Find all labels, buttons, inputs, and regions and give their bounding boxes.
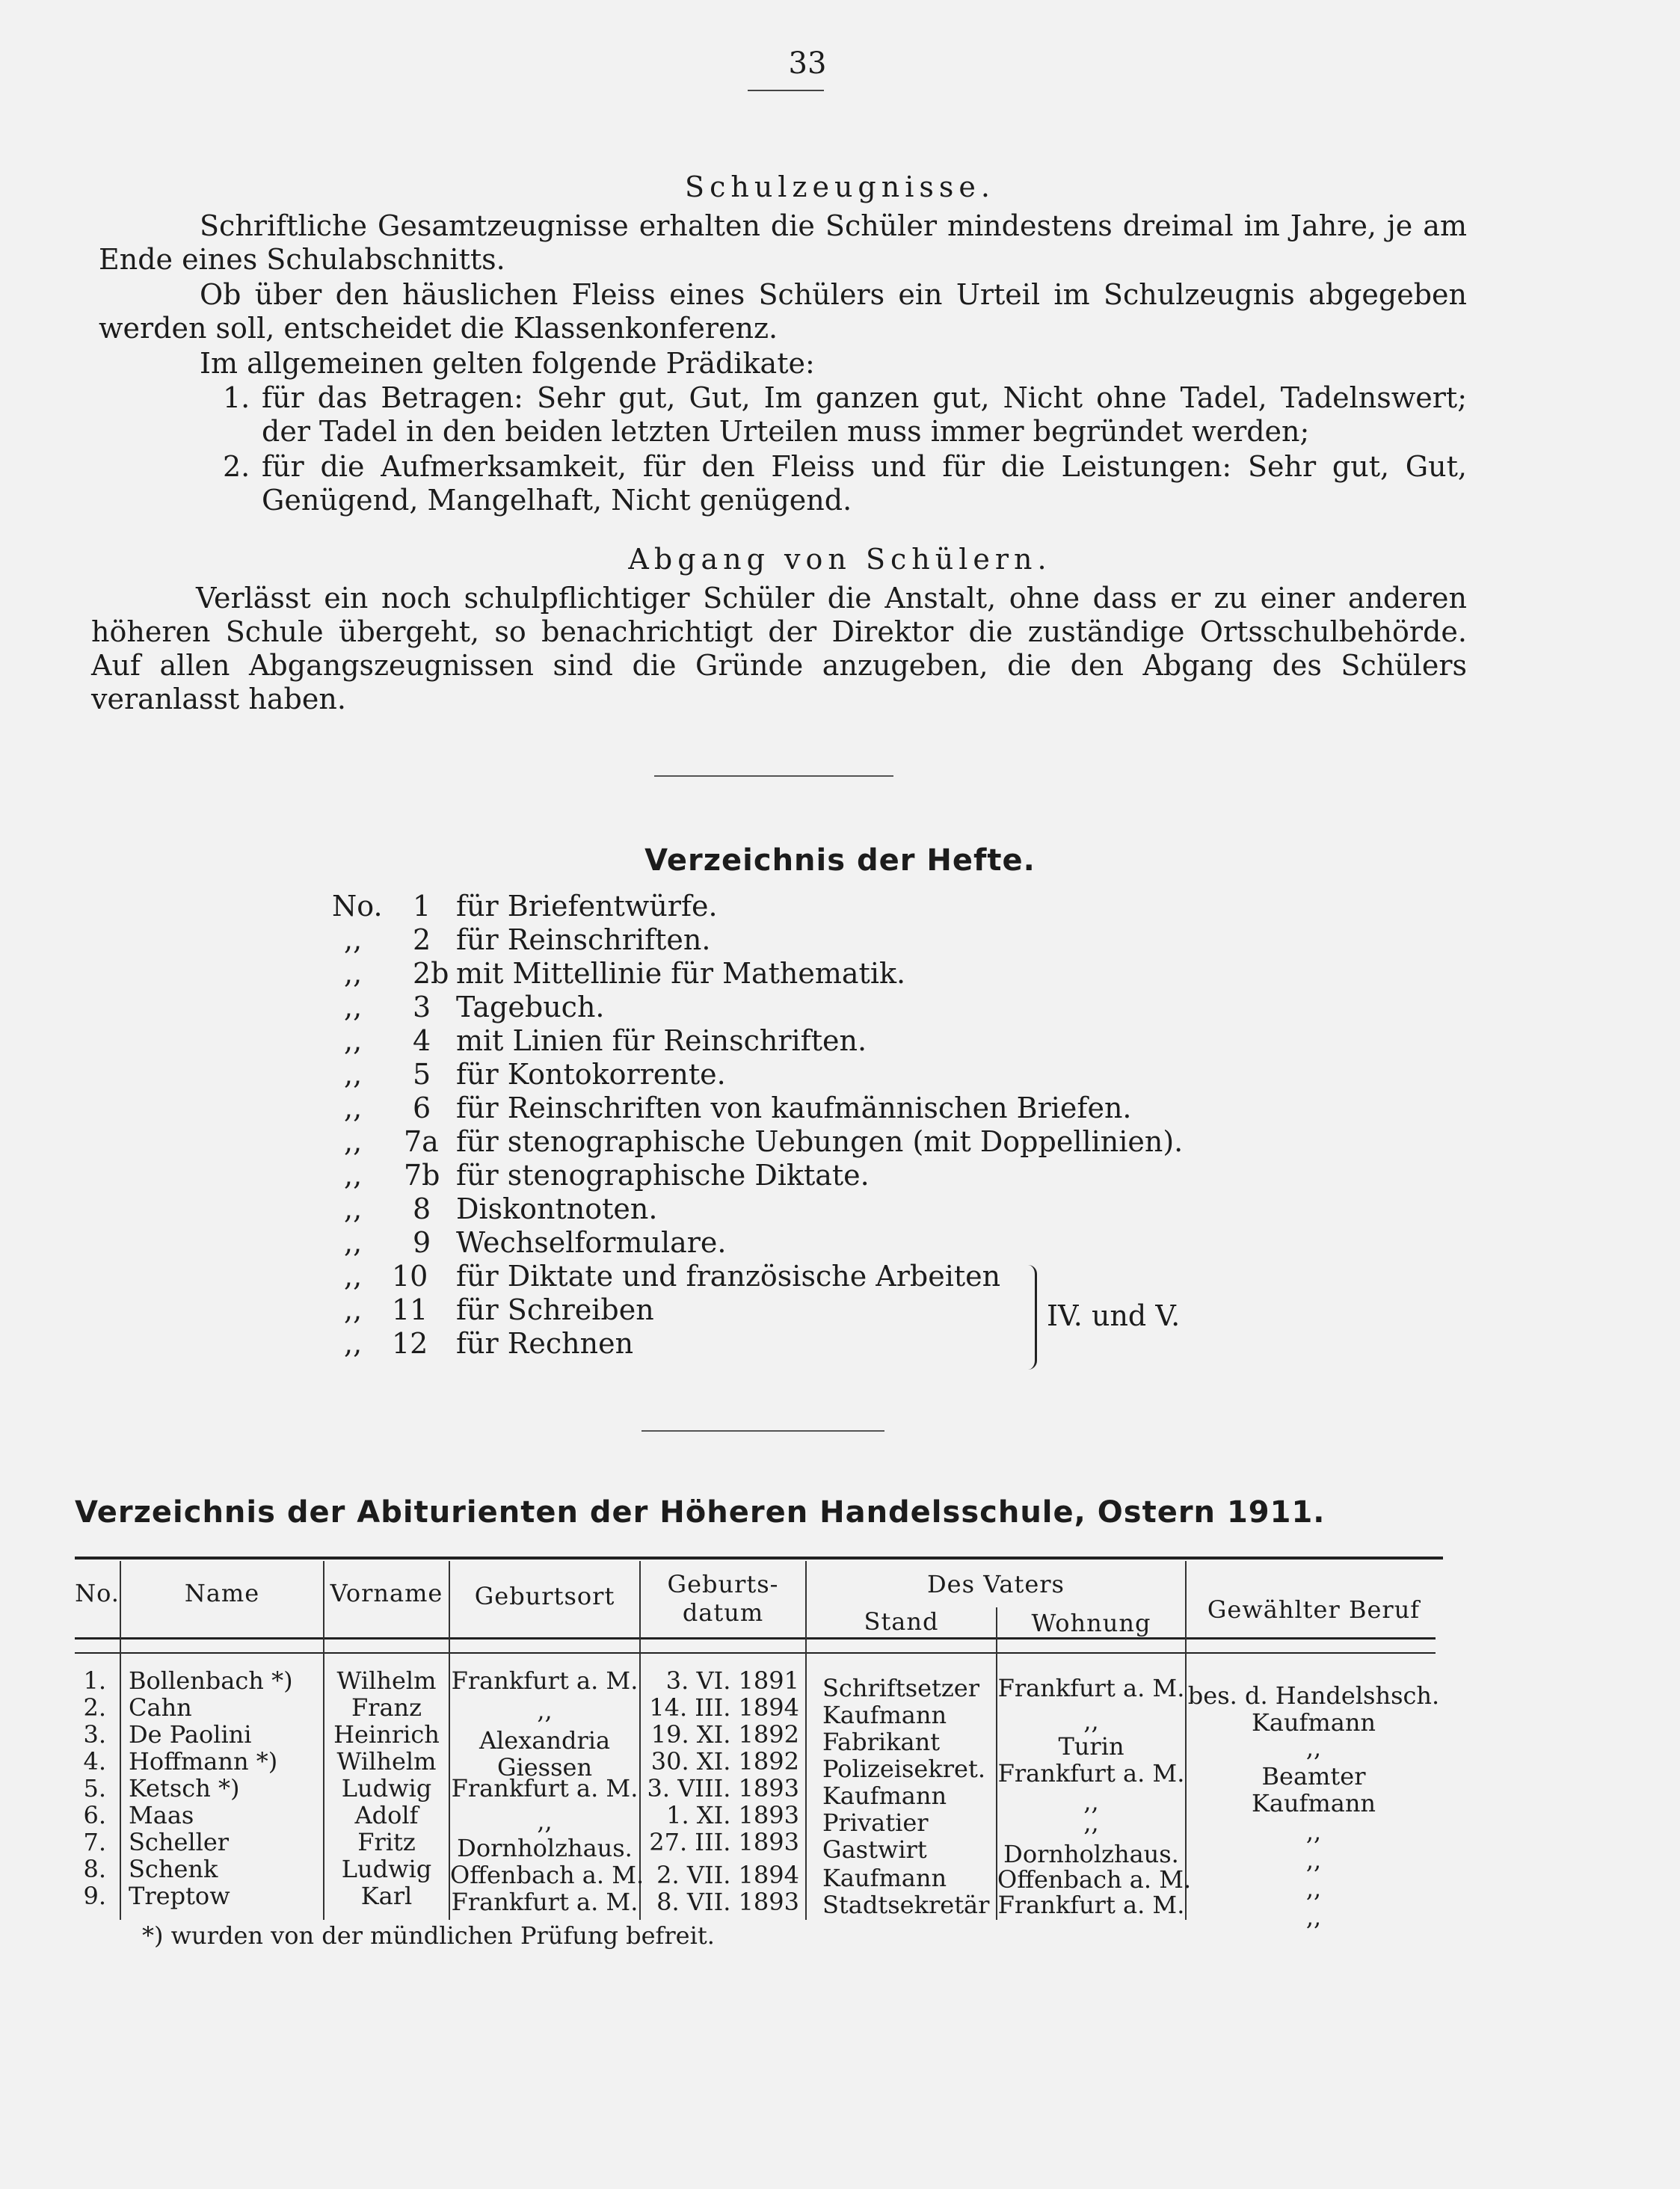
- header-wohnung: Wohnung: [1031, 1609, 1151, 1637]
- header-name: Name: [184, 1579, 260, 1607]
- heading-hefte: Verzeichnis der Hefte.: [644, 843, 1036, 878]
- table-body-rule: [75, 1652, 1436, 1654]
- brace-bracket: [1024, 1265, 1037, 1370]
- column-separator: [120, 1561, 121, 1920]
- paragraph-praedikate: Im allgemeinen gelten folgende Prädikate:: [200, 347, 815, 380]
- list-item-aufmerksamkeit: für die Aufmerksamkeit, für den Fleiss und für die Leistungen: Sehr gut, Gut, Genügend, Mangelhaft, Nicht genügend.: [262, 450, 1467, 517]
- table-top-rule: [75, 1557, 1443, 1560]
- section-divider: [654, 775, 893, 777]
- header-des-vaters: Des Vaters: [927, 1570, 1065, 1598]
- page-number-rule: [748, 90, 824, 91]
- header-geburtsort: Geburtsort: [474, 1582, 615, 1610]
- section-divider: [641, 1430, 884, 1432]
- paragraph-abgang: Verlässt ein noch schulpflichtiger Schüler die Anstalt, ohne dass er zu einer anderen höheren Schule übergeht, so benachrichtigt der Direktor die zuständige Ortsschulbehörde. Auf allen Abgangszeugnissen sind die Gründe anzugeben, die den Abgang des Schülers veranlasst haben.: [91, 582, 1467, 715]
- table-header-rule: [75, 1637, 1436, 1640]
- brace-label: IV. und V.: [1047, 1299, 1181, 1332]
- document-page: 33 Schulzeugnisse. Schriftliche Gesamtzeugnisse erhalten die Schüler mindestens dreimal im Jahre, je am Ende eines Schulabschnitts. Ob über den häuslichen Fleiss eines Schülers ein Urteil im Schulzeugnis abgegeben werden soll, entscheidet die Klassenkonferenz. Im allgemeinen gelten folgende Prädikate: 1. für das Betragen: Sehr gut, Gut, Im ganzen gut, Nicht ohne Tadel, Tadelnswert; der Tadel in den beiden letzten Urteilen muss immer begründet werden; 2. für die Aufmerksamkeit, für den Fleiss und für die Leistungen: Sehr gut, Gut, Genügend, Mangelhaft, Nicht genügend. Abgang von Schülern. Verlässt ein noch schulpflichtiger Schüler die Anstalt, ohne dass er zu einer anderen höheren Schule übergeht, so benachrichtigt der Direktor die zuständige Ortsschulbehörde. Auf allen Abgangszeugnissen sind die Gründe anzugeben, die den Abgang des Schülers veranlasst haben. Verzeichnis der Hefte. No. 1 für Briefentwürfe. ,, 2 für Reinschriften. ,, 2b mit Mittellinie für Mathematik. ,, 3 Tagebuch. ,, 4 mit Linien für Reinschriften. ,, 5 für Kontokorrente. ,, 6 für Reinschriften von kaufmännischen Briefen. ,, 7a für stenographische Uebungen (mit Doppellinien). ,, 7b für stenographische Diktate. ,, 8 Diskontnoten. ,, 9 Wechselformulare. ,, 10 für Diktate und französische Arbeiten ,, 11 für Schreiben ,, 12 für Rechnen IV. und V. Verzeichnis der Abiturienten der Höheren Handelsschule, Ostern 1911. No. Name Vorname Geburtsort Geburts- datum Des Vaters Stand Wohnung Gewählter Beruf 1. Bollenbach *) Wilhelm Frankfurt a. M. 3. VI. 1891 Schriftsetzer Frankfurt a. M. bes. d. Handelshsch. 2. Cahn Franz ,, 14. III. 1894 Kaufmann ,, Kaufmann 3. De Paolini Heinrich Alexandria 19. XI. 1892 Fabrikant Turin ,, 4. Hoffmann *) Wilhelm Giessen 30. XI. 1892 Polizeisekret. Frankfurt a. M. Beamter 5. Ketsch *) Ludwig Frankfurt a. M. 3. VIII. 1893 Kaufmann ,, Kaufmann 6. Maas Adolf ,, 1. XI. 1893 Privatier ,, ,, 7. Scheller Fritz Dornholzhaus. 27. III. 1893 Gastwirt Dornholzhaus. ,, 8. Schenk Ludwig Offenbach a. M. 2. VII. 1894 Kaufmann Offenbach a. M. ,, 9. Treptow Karl Frankfurt a. M. 8. VII. 1893 Stadtsekretär Frankfurt a. M. ,, *) wurden von der mündlichen Prüfung befreit.: [0, 0, 1680, 2189]
- footnote: *) wurden von der mündlichen Prüfung befreit.: [142, 1921, 715, 1950]
- heading-abiturienten: Verzeichnis der Abiturienten der Höheren Handelsschule, Ostern 1911.: [75, 1495, 1326, 1530]
- header-geburtsdatum: datum: [682, 1598, 764, 1627]
- header-geburtsdatum: Geburts-: [667, 1570, 779, 1598]
- header-vorname: Vorname: [330, 1579, 443, 1607]
- header-no: No.: [75, 1579, 120, 1607]
- paragraph-fleiss: Ob über den häuslichen Fleiss eines Schülers ein Urteil im Schulzeugnis abgegeben werden soll, entscheidet die Klassenkonferenz.: [99, 278, 1467, 345]
- list-number: 1.: [223, 381, 250, 414]
- list-number: 2.: [223, 450, 250, 483]
- paragraph-zeugnisse: Schriftliche Gesamtzeugnisse erhalten die Schüler mindestens dreimal im Jahre, je am Ende eines Schulabschnitts.: [99, 209, 1467, 276]
- page-number: 33: [788, 46, 827, 81]
- header-beruf: Gewählter Beruf: [1207, 1595, 1421, 1624]
- section-title-abgang: Abgang von Schülern.: [628, 543, 1052, 576]
- list-item-betragen: für das Betragen: Sehr gut, Gut, Im ganzen gut, Nicht ohne Tadel, Tadelnswert; der Tadel in den beiden letzten Urteilen muss immer begründet werden;: [262, 381, 1467, 448]
- section-title-schulzeugnisse: Schulzeugnisse.: [685, 170, 995, 203]
- header-stand: Stand: [864, 1607, 939, 1636]
